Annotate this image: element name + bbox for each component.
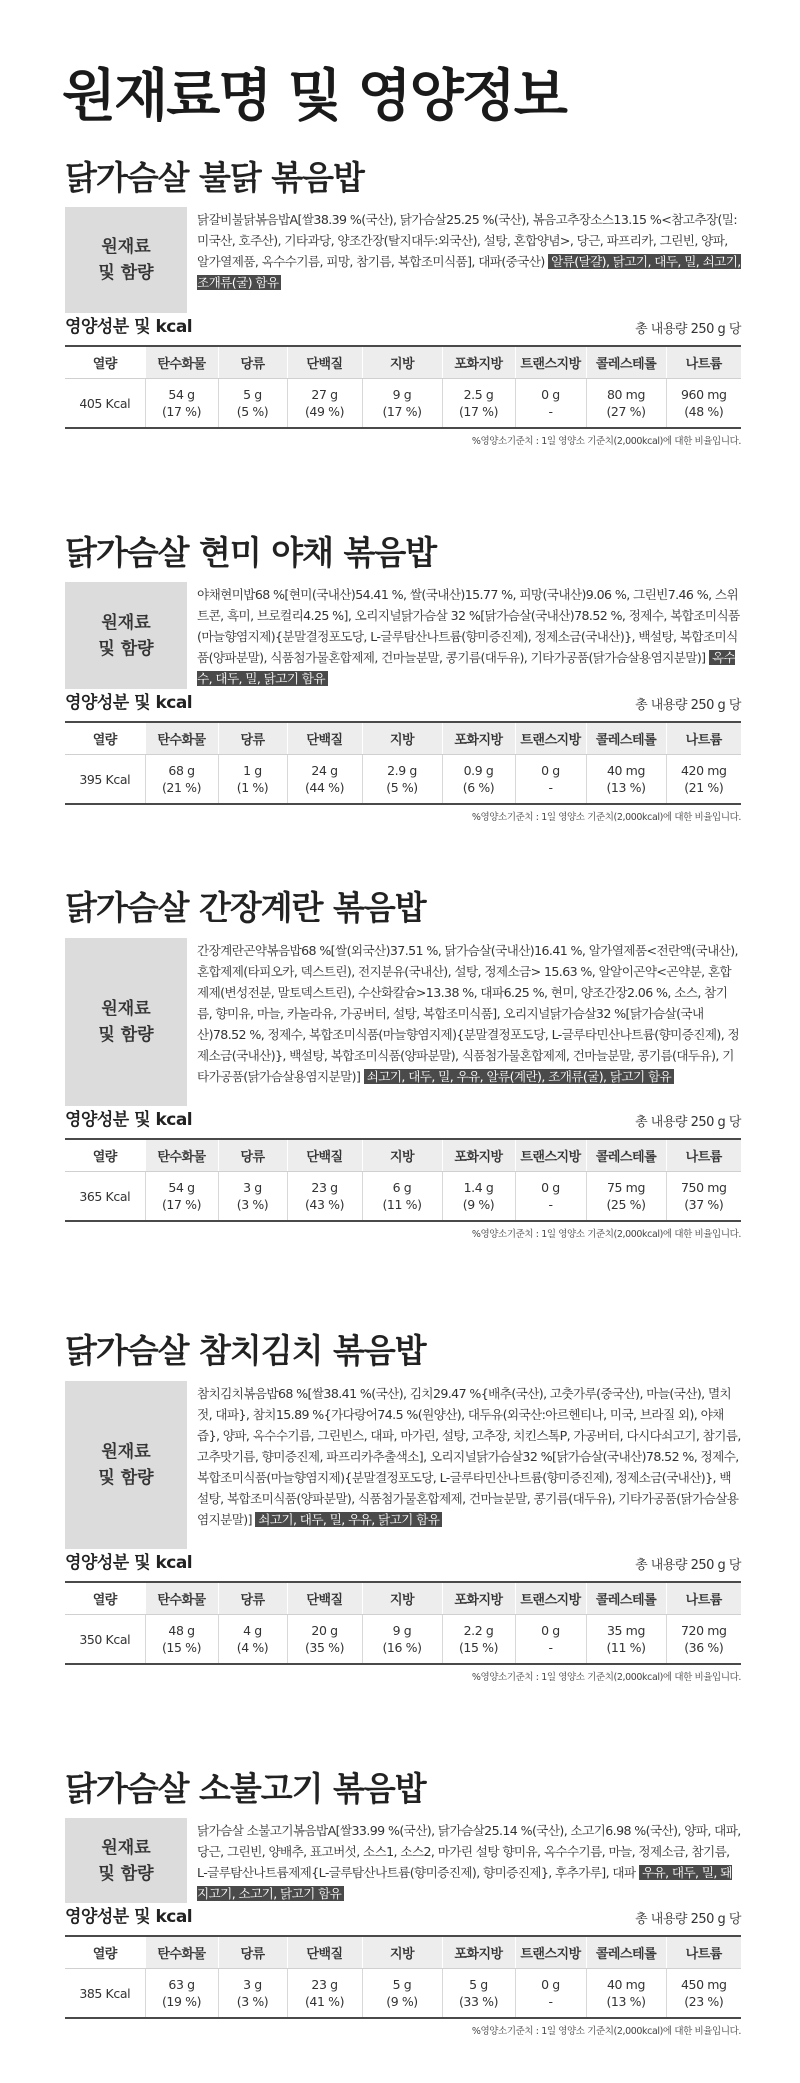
- column-header: 열량: [65, 1936, 145, 1969]
- column-header: 단백질: [287, 722, 362, 755]
- ingredients-label: [65, 1818, 187, 1903]
- column-header: 당류: [218, 722, 287, 755]
- table-header-row: [65, 346, 741, 379]
- column-header: 콜레스테롤: [586, 1582, 666, 1615]
- total-amount: 총 내용량 250 g 당: [635, 1115, 741, 1130]
- column-header: 콜레스테롤: [586, 1139, 666, 1172]
- ingredients-label: [65, 1381, 187, 1549]
- nutrient-value: 54 g (17 %): [145, 1172, 218, 1222]
- ingredients-list: 닭갈비불닭볶음밥A[쌀38.39 %(국산), 닭가슴살25.25 %(국산), 볶음고추장소스13.15 %<참고추장(밀:미국산, 호주산), 기타과당, 양조간장(탈지대두:외국산), 설탕, 혼합양념>, 당근, 파프리카, 그린빈, 양파, 알가열제품, 옥수수기름, 피망, 참기름, 복합조미식품], 대파(중국산): [197, 212, 737, 269]
- allergen-badge: 쇠고기, 대두, 밀, 우유, 닭고기 함유: [255, 1512, 442, 1527]
- nutrient-value: 23 g (41 %): [287, 1969, 362, 2019]
- nutrition-heading: 영양성분 및 kcal: [65, 1553, 193, 1573]
- nutrient-value: 0 g -: [515, 379, 586, 429]
- column-header: 트랜스지방: [515, 722, 586, 755]
- nutrient-value: 0 g -: [515, 1172, 586, 1222]
- column-header: 나트륨: [666, 1582, 741, 1615]
- column-header: 단백질: [287, 1582, 362, 1615]
- total-amount: 총 내용량 250 g 당: [635, 1558, 741, 1573]
- nutrient-value: 0 g -: [515, 755, 586, 805]
- ingredients-list: 야채현미밥68 %[현미(국내산)54.41 %, 쌀(국내산)15.77 %, 피망(국내산)9.06 %, 그린빈7.46 %, 스위트콘, 흑미, 브로컬리4.25 %], 오리지널닭가슴살 32 %[닭가슴살(국내산)78.52 %, 정제수, 복합조미식품(마늘향염지제){분말결정포도당, L-글루탐산나트륨(향미증진제), 정제소금(국내산)}, 백설탕, 복합조미식품(양파분말), 식품첨가물혼합제제, 건마늘분말, 콩기름(대두유), 기타가공품(닭가슴살용염지분말)]: [197, 587, 740, 665]
- ingredients-label-line: 원재료: [101, 612, 151, 633]
- ingredients-block: [65, 938, 741, 1106]
- column-header: 나트륨: [666, 1936, 741, 1969]
- ingredients-label: [65, 207, 187, 313]
- footnote: %영양소기준치 : 1일 영양소 기준치(2,000kcal)에 대한 비율입니다.: [471, 436, 741, 447]
- column-header: 포화지방: [442, 1582, 515, 1615]
- product-title: 닭가슴살 소불고기 볶음밥: [65, 1769, 426, 1808]
- column-header: 트랜스지방: [515, 1936, 586, 1969]
- column-header: 포화지방: [442, 722, 515, 755]
- column-header: 당류: [218, 1139, 287, 1172]
- table-header-row: [65, 1582, 741, 1615]
- column-header: 당류: [218, 1582, 287, 1615]
- nutrient-value: 40 mg (13 %): [586, 755, 666, 805]
- table-row: [65, 1172, 741, 1222]
- nutrient-value: 27 g (49 %): [287, 379, 362, 429]
- nutrition-header-row: [65, 1905, 741, 1927]
- ingredients-label: [65, 938, 187, 1106]
- nutrient-value: 20 g (35 %): [287, 1615, 362, 1665]
- total-amount: 총 내용량 250 g 당: [635, 698, 741, 713]
- nutrition-table: [65, 345, 741, 429]
- column-header: 단백질: [287, 1936, 362, 1969]
- column-header: 탄수화물: [145, 1139, 218, 1172]
- nutrient-value: 0 g -: [515, 1969, 586, 2019]
- nutrient-value: 1.4 g (9 %): [442, 1172, 515, 1222]
- ingredients-label-line: 원재료: [101, 999, 151, 1019]
- ingredients-text: [197, 584, 741, 689]
- table-row: [65, 379, 741, 429]
- total-amount: 총 내용량 250 g 당: [635, 1912, 741, 1927]
- column-header: 지방: [362, 1936, 442, 1969]
- column-header: 열량: [65, 722, 145, 755]
- nutrient-value: 720 mg (36 %): [666, 1615, 741, 1665]
- ingredients-label-line: 원재료: [101, 237, 151, 257]
- product-title: 닭가슴살 참치김치 볶음밥: [65, 1331, 426, 1370]
- column-header: 포화지방: [442, 346, 515, 379]
- nutrient-value: 5 g (33 %): [442, 1969, 515, 2019]
- column-header: 지방: [362, 1582, 442, 1615]
- nutrient-value: 350 Kcal: [79, 1631, 131, 1647]
- nutrient-value: 1 g (1 %): [218, 755, 287, 805]
- column-header: 열량: [65, 346, 145, 379]
- nutrient-value: 80 mg (27 %): [586, 379, 666, 429]
- total-amount: 총 내용량 250 g 당: [635, 322, 741, 337]
- ingredients-block: [65, 1381, 741, 1549]
- product-section: [65, 527, 741, 823]
- nutrient-value: 23 g (43 %): [287, 1172, 362, 1222]
- column-header: 나트륨: [666, 346, 741, 379]
- nutrition-table: [65, 721, 741, 805]
- ingredients-block: [65, 582, 741, 689]
- column-header: 포화지방: [442, 1936, 515, 1969]
- nutrition-table: [65, 1138, 741, 1222]
- nutrition-header-row: [65, 691, 741, 713]
- ingredients-text: [197, 1383, 741, 1530]
- ingredients-label: [65, 582, 187, 689]
- nutrient-value: 750 mg (37 %): [666, 1172, 741, 1222]
- ingredients-text: [197, 209, 741, 293]
- ingredients-list: 간장계란곤약볶음밥68 %[쌀(외국산)37.51 %, 닭가슴살(국내산)16.41 %, 알가열제품<전란액(국내산), 혼합제제(타피오카, 덱스트린), 전지분유(국내산), 설탕, 정제소금> 15.63 %, 알알이곤약<곤약분, 혼합제제(변성전분, 말토덱스트린), 수산화칼슘>13.38 %, 대파6.25 %, 현미, 양조간장2.06 %, 소스, 참기름, 향미유, 마늘, 카놀라유, 가공버터, 설탕, 복합조미식품], 오리지널닭가슴살32 %[닭가슴살(국내산)78.52 %, 정제수, 복합조미식품(마늘향염지제){분말결정포도당, L-글루타민산나트륨(향미증진제), 정제소금(국내산)}, 백설탕, 복합조미식품(양파분말), 식품첨가물혼합제제, 건마늘분말, 콩기름(대두유), 기타가공품(닭가슴살용염지분말)]: [197, 943, 740, 1084]
- column-header: 열량: [65, 1139, 145, 1172]
- nutrient-value: 3 g (3 %): [218, 1969, 287, 2019]
- nutrient-value: 9 g (17 %): [362, 379, 442, 429]
- table-row: [65, 1969, 741, 2019]
- nutrient-value: 5 g (9 %): [362, 1969, 442, 2019]
- footnote: %영양소기준치 : 1일 영양소 기준치(2,000kcal)에 대한 비율입니다.: [471, 812, 741, 823]
- column-header: 트랜스지방: [515, 1139, 586, 1172]
- product-section: [65, 152, 741, 447]
- footnote: %영양소기준치 : 1일 영양소 기준치(2,000kcal)에 대한 비율입니다.: [471, 1229, 741, 1240]
- table-row: [65, 755, 741, 805]
- nutrient-value: 365 Kcal: [79, 1188, 131, 1204]
- column-header: 트랜스지방: [515, 346, 586, 379]
- nutrient-value: 450 mg (23 %): [666, 1969, 741, 2019]
- nutrient-value: 9 g (16 %): [362, 1615, 442, 1665]
- column-header: 단백질: [287, 1139, 362, 1172]
- column-header: 나트륨: [666, 722, 741, 755]
- nutrient-value: 0 g -: [515, 1615, 586, 1665]
- column-header: 당류: [218, 1936, 287, 1969]
- table-header-row: [65, 1936, 741, 1969]
- nutrition-table: [65, 1581, 741, 1665]
- nutrition-heading: 영양성분 및 kcal: [65, 1110, 193, 1130]
- column-header: 탄수화물: [145, 722, 218, 755]
- column-header: 트랜스지방: [515, 1582, 586, 1615]
- product-title: 닭가슴살 불닭 볶음밥: [65, 158, 364, 197]
- ingredients-label-line: 원재료: [101, 1837, 151, 1858]
- column-header: 탄수화물: [145, 346, 218, 379]
- nutrition-table: [65, 1935, 741, 2019]
- nutrient-value: 2.5 g (17 %): [442, 379, 515, 429]
- column-header: 나트륨: [666, 1139, 741, 1172]
- nutrient-value: 3 g (3 %): [218, 1172, 287, 1222]
- ingredients-label-line: 및 함량: [98, 638, 154, 659]
- column-header: 지방: [362, 722, 442, 755]
- table-row: [65, 1615, 741, 1665]
- table-header-row: [65, 722, 741, 755]
- nutrient-value: 75 mg (25 %): [586, 1172, 666, 1222]
- product-section: [65, 1325, 741, 1683]
- nutrient-value: 395 Kcal: [79, 771, 131, 787]
- nutrient-value: 5 g (5 %): [218, 379, 287, 429]
- nutrient-value: 63 g (19 %): [145, 1969, 218, 2019]
- nutrition-header-row: [65, 1108, 741, 1130]
- ingredients-label-line: 및 함량: [98, 1863, 154, 1884]
- nutrient-value: 4 g (4 %): [218, 1615, 287, 1665]
- column-header: 열량: [65, 1582, 145, 1615]
- product-section: [65, 1763, 741, 2037]
- column-header: 콜레스테롤: [586, 722, 666, 755]
- nutrient-value: 2.2 g (15 %): [442, 1615, 515, 1665]
- nutrient-value: 2.9 g (5 %): [362, 755, 442, 805]
- allergen-badge: 우유, 대두, 밀, 돼지고기, 소고기, 닭고기 함유: [197, 1865, 732, 1901]
- column-header: 포화지방: [442, 1139, 515, 1172]
- ingredients-label-line: 및 함량: [98, 1468, 154, 1488]
- nutrient-value: 40 mg (13 %): [586, 1969, 666, 2019]
- nutrition-heading: 영양성분 및 kcal: [65, 693, 193, 713]
- ingredients-label-line: 원재료: [101, 1442, 151, 1462]
- column-header: 지방: [362, 1139, 442, 1172]
- ingredients-block: [65, 207, 741, 313]
- nutrient-value: 35 mg (11 %): [586, 1615, 666, 1665]
- column-header: 탄수화물: [145, 1936, 218, 1969]
- column-header: 콜레스테롤: [586, 1936, 666, 1969]
- nutrient-value: 24 g (44 %): [287, 755, 362, 805]
- nutrient-value: 68 g (21 %): [145, 755, 218, 805]
- ingredients-label-line: 및 함량: [98, 263, 154, 283]
- product-title: 닭가슴살 현미 야채 볶음밥: [65, 533, 437, 572]
- page-title: 원재료명 및 영양정보: [62, 64, 566, 129]
- nutrition-header-row: [65, 1551, 741, 1573]
- column-header: 콜레스테롤: [586, 346, 666, 379]
- column-header: 당류: [218, 346, 287, 379]
- column-header: 단백질: [287, 346, 362, 379]
- nutrition-heading: 영양성분 및 kcal: [65, 317, 193, 337]
- ingredients-text: [197, 940, 741, 1087]
- ingredients-text: [197, 1820, 741, 1904]
- ingredients-list: 닭가슴살 소불고기볶음밥A[쌀33.99 %(국산), 닭가슴살25.14 %(국산), 소고기6.98 %(국산), 양파, 대파, 당근, 그린빈, 양배추, 표고버섯, 소스1, 소스2, 마가린 설탕 향미유, 옥수수기름, 마늘, 정제소금, 참기름, L-글루탐산나트륨제제{L-글루탐산나트륨(향미증진제), 향미증진제}, 후추가루], 대파: [197, 1823, 741, 1880]
- nutrient-value: 960 mg (48 %): [666, 379, 741, 429]
- ingredients-label-line: 및 함량: [98, 1025, 154, 1045]
- nutrient-value: 405 Kcal: [79, 395, 131, 411]
- nutrition-heading: 영양성분 및 kcal: [65, 1907, 193, 1927]
- table-header-row: [65, 1139, 741, 1172]
- footnote: %영양소기준치 : 1일 영양소 기준치(2,000kcal)에 대한 비율입니다.: [471, 1672, 741, 1683]
- column-header: 탄수화물: [145, 1582, 218, 1615]
- product-title: 닭가슴살 간장계란 볶음밥: [65, 888, 426, 927]
- allergen-badge: 옥수수, 대두, 밀, 닭고기 함유: [197, 650, 736, 686]
- product-section: [65, 882, 741, 1240]
- allergen-badge: 알류(달걀), 닭고기, 대두, 밀, 쇠고기, 조개류(굴) 함유: [197, 254, 741, 290]
- footnote: %영양소기준치 : 1일 영양소 기준치(2,000kcal)에 대한 비율입니다.: [471, 2026, 741, 2037]
- nutrient-value: 385 Kcal: [79, 1985, 131, 2001]
- nutrition-header-row: [65, 315, 741, 337]
- column-header: 지방: [362, 346, 442, 379]
- nutrient-value: 54 g (17 %): [145, 379, 218, 429]
- nutrient-value: 420 mg (21 %): [666, 755, 741, 805]
- allergen-badge: 쇠고기, 대두, 밀, 우유, 알류(계란), 조개류(굴), 닭고기 함유: [364, 1069, 674, 1084]
- nutrient-value: 6 g (11 %): [362, 1172, 442, 1222]
- ingredients-block: [65, 1818, 741, 1903]
- nutrient-value: 0.9 g (6 %): [442, 755, 515, 805]
- ingredients-list: 참치김치볶음밥68 %[쌀38.41 %(국산), 김치29.47 %{배추(국산), 고춧가루(중국산), 마늘(국산), 멸치젓, 대파}, 참치15.89 %{가다랑어74.5 %(원양산), 대두유(외국산:아르헨티나, 미국, 브라질 외), 야채즙}, 양파, 옥수수기름, 그린빈스, 대파, 마가린, 설탕, 고추장, 치킨스톡P, 가공버터, 다시다쇠고기, 참기름, 고추맛기름, 향미증진제, 파프리카추출색소], 오리지널닭가슴살32 %[닭가슴살(국내산)78.52 %, 정제수, 복합조미식품(마늘향염지제){분말결정포도당, L-글루타민산나트륨(향미증진제), 정제소금(국내산)}, 백설탕, 복합조미식품(양파분말), 식품첨가물혼합제제, 건마늘분말, 콩기름(대두유), 기타가공품(닭가슴살용염지분말)]: [197, 1386, 741, 1527]
- nutrient-value: 48 g (15 %): [145, 1615, 218, 1665]
